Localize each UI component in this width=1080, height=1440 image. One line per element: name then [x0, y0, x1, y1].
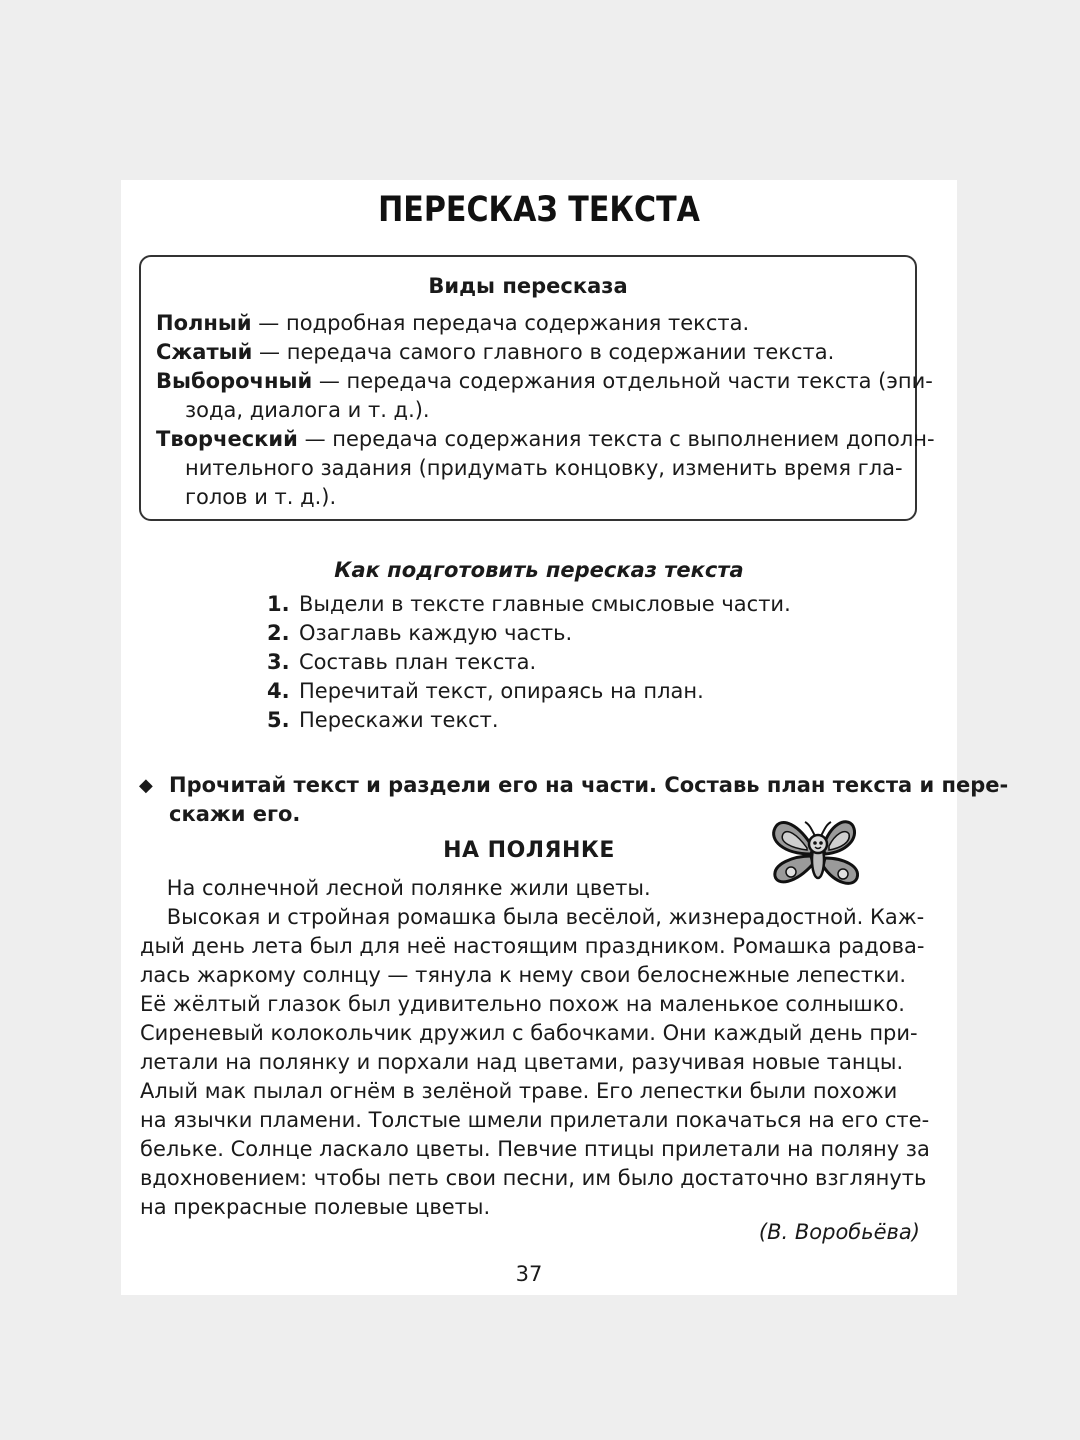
step-item — [267, 619, 791, 648]
step-text: Озаглавь каждую часть. — [299, 621, 573, 645]
type-term: Творческий — [156, 427, 298, 451]
step-number: 4. — [267, 679, 290, 703]
step-text: Выдели в тексте главные смысловые части. — [299, 592, 791, 616]
step-item — [267, 590, 791, 619]
type-compressed — [156, 338, 906, 367]
step-text: Перескажи текст. — [299, 708, 499, 732]
type-definition: — передача содержания отдельной части текста (эпи- — [318, 369, 933, 393]
type-definition-continued: голов и т. д.). — [185, 485, 337, 509]
type-term: Выборочный — [156, 369, 313, 393]
story-line: на прекрасные полевые цветы. — [140, 1195, 491, 1219]
diamond-bullet-icon: ◆ — [139, 775, 153, 796]
story-title: НА ПОЛЯНКЕ — [443, 838, 615, 863]
types-box-heading: Виды пересказа — [428, 274, 628, 298]
step-text: Составь план текста. — [299, 650, 537, 674]
step-text: Перечитай текст, опираясь на план. — [299, 679, 704, 703]
task-line: скажи его. — [169, 802, 301, 826]
step-number: 3. — [267, 650, 290, 674]
step-number: 5. — [267, 708, 290, 732]
type-definition-continued: нительного задания (придумать концовку, изменить время гла- — [185, 456, 903, 480]
preparation-heading: Как подготовить пересказ текста — [334, 558, 744, 582]
retelling-types-box — [139, 255, 935, 521]
story-line: лась жаркому солнцу — тянула к нему свои белоснежные лепестки. — [140, 963, 907, 987]
type-definition: — передача содержания текста с выполнением дополн- — [304, 427, 935, 451]
type-term: Полный — [156, 311, 252, 335]
page-number: 37 — [515, 1262, 543, 1286]
preparation-steps — [267, 590, 791, 735]
page-title: ПЕРЕСКАЗ ТЕКСТА — [378, 190, 700, 230]
book-page — [121, 180, 1009, 1295]
story-line: Её жёлтый глазок был удивительно похож на маленькое солнышко. — [140, 992, 905, 1016]
story-line: дый день лета был для неё настоящим праздником. Ромашка радова- — [140, 934, 925, 958]
step-number: 1. — [267, 592, 290, 616]
story-line: летали на полянку и порхали над цветами, разучивая новые танцы. — [140, 1050, 904, 1074]
step-item — [267, 648, 791, 677]
story-author: (В. Воробьёва) — [758, 1220, 920, 1244]
type-selective — [156, 367, 933, 396]
step-item — [267, 706, 791, 735]
step-item — [267, 677, 791, 706]
type-definition: — подробная передача содержания текста. — [258, 311, 750, 335]
type-creative — [156, 425, 935, 454]
story-line: Сиреневый колокольчик дружил с бабочками. Они каждый день при- — [140, 1021, 918, 1045]
story-line: Алый мак пылал огнём в зелёной траве. Его лепестки были похожи — [140, 1079, 898, 1103]
step-number: 2. — [267, 621, 290, 645]
butterfly-icon — [769, 814, 865, 890]
type-full — [156, 309, 906, 338]
story-line: бельке. Солнце ласкало цветы. Певчие птицы прилетали на поляну за — [140, 1137, 930, 1161]
type-definition-continued: зода, диалога и т. д.). — [185, 398, 430, 422]
task-line: Прочитай текст и раздели его на части. Составь план текста и пере- — [169, 773, 1009, 797]
story-line: вдохновением: чтобы петь свои песни, им было достаточно взглянуть — [140, 1166, 927, 1190]
story-line: на язычки пламени. Толстые шмели прилетали покачаться на его сте- — [140, 1108, 930, 1132]
type-definition: — передача самого главного в содержании текста. — [259, 340, 835, 364]
story-line: На солнечной лесной полянке жили цветы. — [140, 876, 651, 900]
type-term: Сжатый — [156, 340, 253, 364]
story-line: Высокая и стройная ромашка была весёлой, жизнерадостной. Каж- — [140, 905, 925, 929]
